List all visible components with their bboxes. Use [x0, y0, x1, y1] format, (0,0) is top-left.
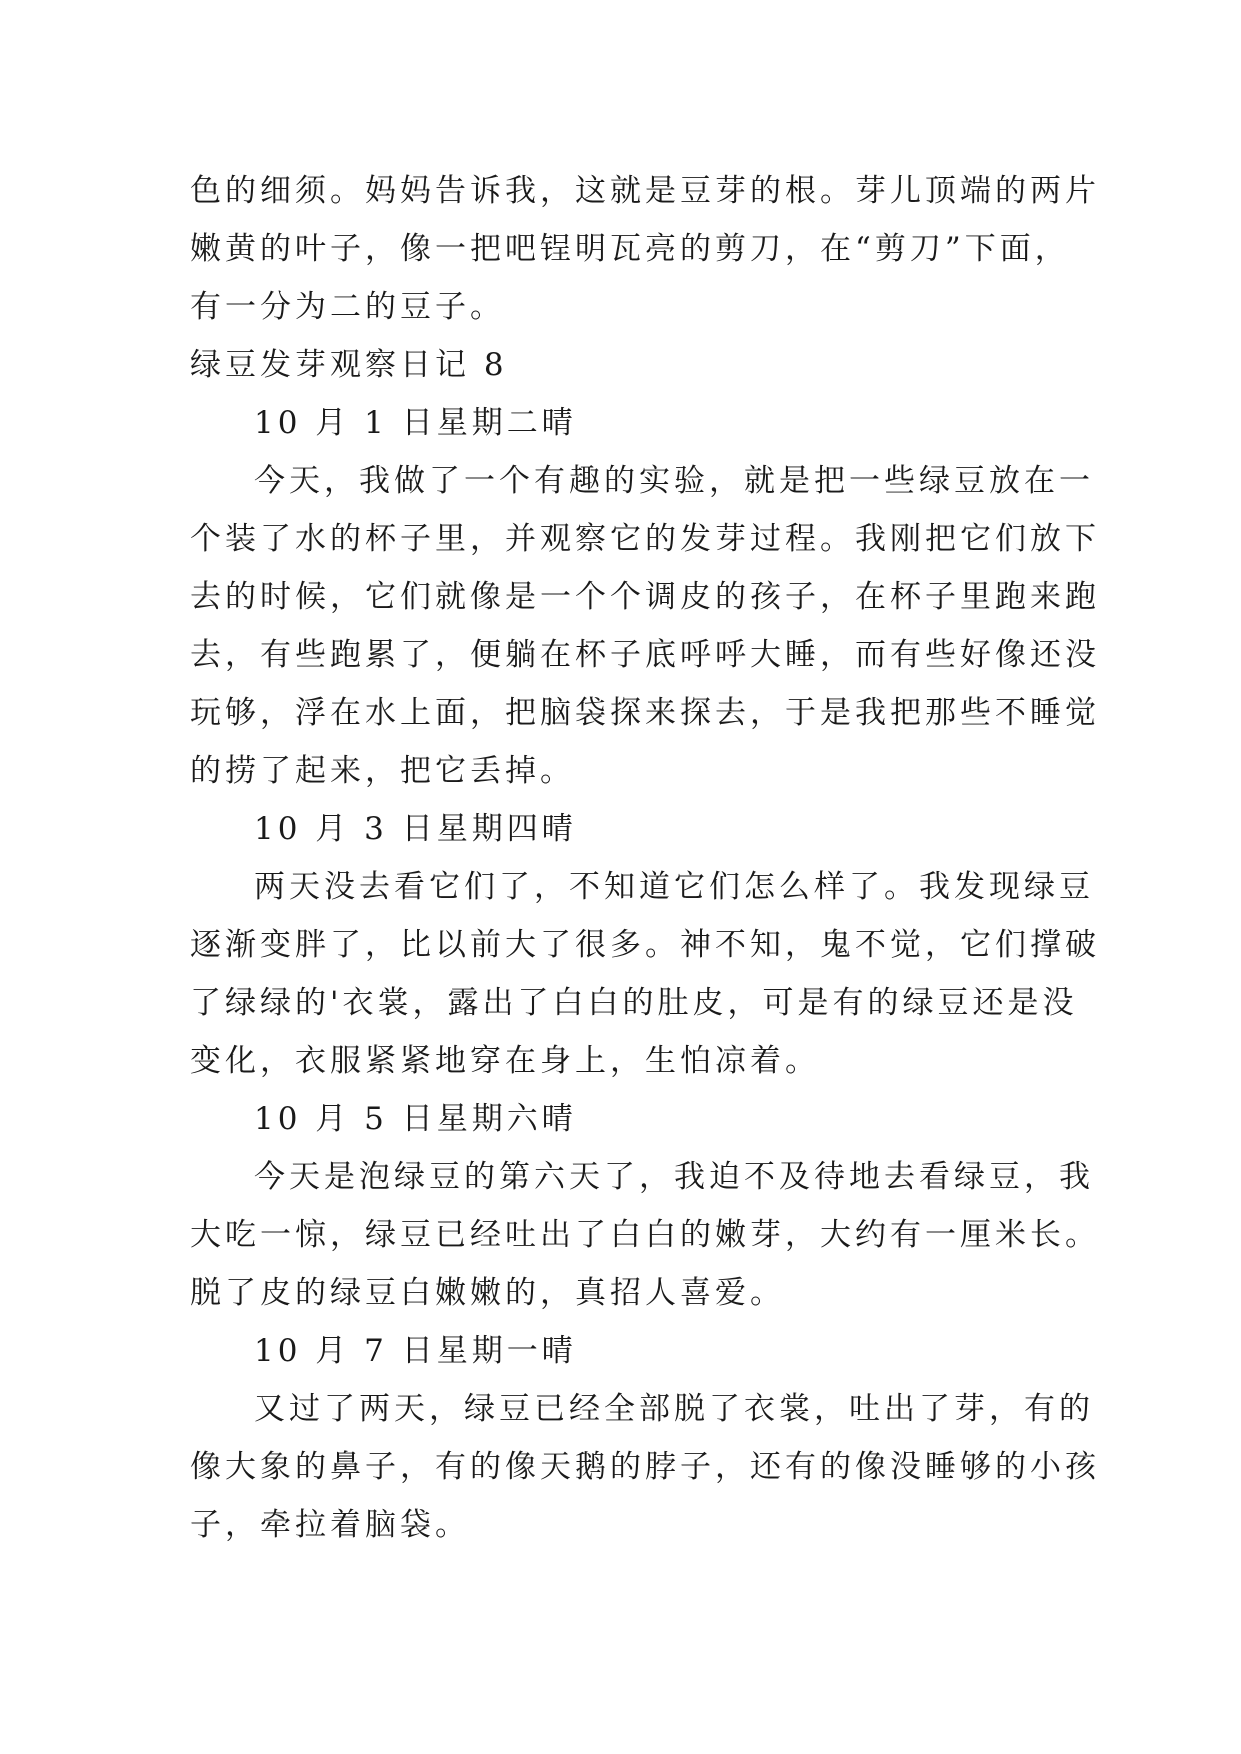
- text-line: 有一分为二的豆子。: [190, 289, 505, 325]
- text-line: 子，牵拉着脑袋。: [190, 1507, 470, 1543]
- text-line: 像大象的鼻子，有的像天鹅的脖子，还有的像没睡够的小孩: [190, 1449, 1100, 1485]
- date-heading: 10 月 3 日星期四晴: [254, 811, 577, 847]
- text-line: 的捞了起来，把它丢掉。: [190, 753, 575, 789]
- text-line: 逐渐变胖了，比以前大了很多。神不知，鬼不觉，它们撑破: [190, 927, 1100, 963]
- text-line: 去的时候，它们就像是一个个调皮的孩子，在杯子里跑来跑: [190, 579, 1100, 615]
- text-line: 脱了皮的绿豆白嫩嫩的，真招人喜爱。: [190, 1275, 785, 1311]
- text-line: 玩够，浮在水上面，把脑袋探来探去，于是我把那些不睡觉: [190, 695, 1100, 731]
- section-title: 绿豆发芽观察日记 8: [190, 347, 508, 383]
- text-line: 色的细须。妈妈告诉我，这就是豆芽的根。芽儿顶端的两片: [190, 173, 1100, 209]
- date-heading: 10 月 1 日星期二晴: [254, 405, 577, 441]
- document-body: [190, 162, 1100, 1554]
- text-line: 个装了水的杯子里，并观察它的发芽过程。我刚把它们放下: [190, 521, 1100, 557]
- text-line: 变化，衣服紧紧地穿在身上，生怕凉着。: [190, 1043, 820, 1079]
- text-line: 大吃一惊，绿豆已经吐出了白白的嫩芽，大约有一厘米长。: [190, 1217, 1100, 1253]
- text-line: 两天没去看它们了，不知道它们怎么样了。我发现绿豆: [254, 869, 1094, 905]
- text-line: 今天，我做了一个有趣的实验，就是把一些绿豆放在一: [254, 463, 1094, 499]
- date-heading: 10 月 5 日星期六晴: [254, 1101, 577, 1137]
- text-line: 了绿绿的'衣裳，露出了白白的肚皮，可是有的绿豆还是没: [190, 985, 1078, 1021]
- text-line: 今天是泡绿豆的第六天了，我迫不及待地去看绿豆，我: [254, 1159, 1094, 1195]
- text-line: 嫩黄的叶子，像一把吧锃明瓦亮的剪刀，在“剪刀”下面，: [190, 231, 1070, 267]
- date-heading: 10 月 7 日星期一晴: [254, 1333, 577, 1369]
- text-line: 去，有些跑累了，便躺在杯子底呼呼大睡，而有些好像还没: [190, 637, 1100, 673]
- text-line: 又过了两天，绿豆已经全部脱了衣裳，吐出了芽，有的: [254, 1391, 1094, 1427]
